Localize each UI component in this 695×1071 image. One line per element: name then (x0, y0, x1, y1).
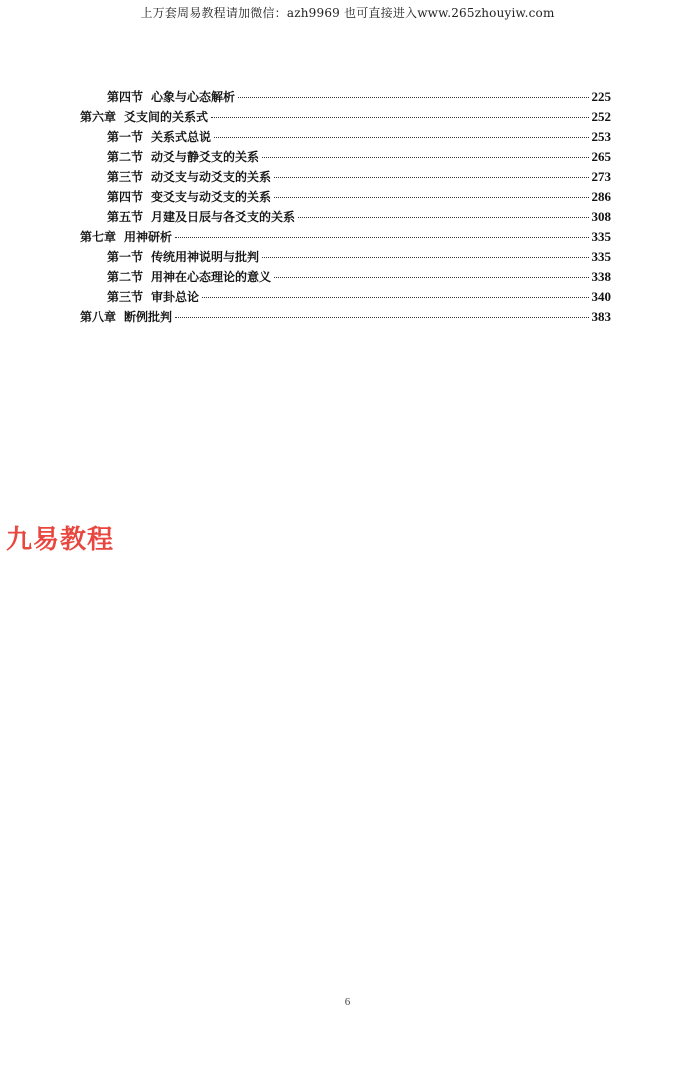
toc-entry[interactable] (80, 148, 611, 168)
toc-leader-dots (175, 317, 588, 318)
toc-entry-title: 爻支间的关系式 (124, 110, 209, 124)
toc-entry[interactable] (80, 228, 611, 248)
toc-entry-number: 第一节 (107, 250, 144, 264)
toc-entry-number: 第三节 (107, 170, 144, 184)
toc-entry-page: 335 (591, 229, 611, 244)
toc-entry-title: 动爻与静爻支的关系 (151, 150, 260, 164)
toc-entry[interactable] (80, 268, 611, 288)
toc-leader-dots (202, 297, 588, 298)
toc-entry-page: 225 (591, 89, 611, 104)
toc-entry-title: 传统用神说明与批判 (151, 250, 260, 264)
toc-entry-title: 用神研析 (124, 230, 173, 244)
toc-leader-dots (298, 217, 588, 218)
table-of-contents (80, 88, 611, 328)
toc-entry-number: 第五节 (107, 210, 144, 224)
toc-entry[interactable] (80, 88, 611, 108)
toc-entry[interactable] (80, 248, 611, 268)
toc-entry-page: 340 (591, 289, 611, 304)
toc-entry-title: 用神在心态理论的意义 (151, 270, 272, 284)
toc-leader-dots (274, 177, 588, 178)
toc-leader-dots (238, 97, 588, 98)
toc-entry[interactable] (80, 108, 611, 128)
toc-entry-page: 265 (591, 149, 611, 164)
toc-entry-number: 第三节 (107, 290, 144, 304)
header-promo-text: 上万套周易教程请加微信：azh9969 也可直接进入www.265zhouyiw.com (140, 6, 555, 20)
toc-entry[interactable] (80, 308, 611, 328)
toc-leader-dots (175, 237, 588, 238)
toc-entry-title: 审卦总论 (151, 290, 200, 304)
toc-entry-number: 第四节 (107, 90, 144, 104)
toc-entry-title: 动爻支与动爻支的关系 (151, 170, 272, 184)
toc-entry-number: 第六章 (80, 110, 117, 124)
toc-entry-number: 第四节 (107, 190, 144, 204)
toc-entry[interactable] (80, 128, 611, 148)
toc-entry[interactable] (80, 168, 611, 188)
toc-leader-dots (214, 137, 588, 138)
toc-entry-page: 338 (591, 269, 611, 284)
toc-entry-number: 第八章 (80, 310, 117, 324)
toc-entry-page: 252 (591, 109, 611, 124)
toc-entry-title: 心象与心态解析 (151, 90, 236, 104)
toc-entry-title: 关系式总说 (151, 130, 212, 144)
toc-entry-page: 253 (591, 129, 611, 144)
toc-entry-page: 335 (591, 249, 611, 264)
toc-leader-dots (211, 117, 588, 118)
toc-entry-title: 变爻支与动爻支的关系 (151, 190, 272, 204)
toc-leader-dots (262, 157, 588, 158)
toc-leader-dots (274, 277, 588, 278)
toc-leader-dots (274, 197, 588, 198)
toc-entry-number: 第二节 (107, 150, 144, 164)
toc-entry-number: 第一节 (107, 130, 144, 144)
toc-entry-page: 286 (591, 189, 611, 204)
toc-entry-page: 308 (591, 209, 611, 224)
toc-entry-number: 第七章 (80, 230, 117, 244)
toc-entry-page: 383 (591, 309, 611, 324)
toc-entry-page: 273 (591, 169, 611, 184)
watermark-logo: 九易教程 (6, 525, 115, 555)
toc-leader-dots (262, 257, 588, 258)
toc-entry-number: 第二节 (107, 270, 144, 284)
toc-entry[interactable] (80, 208, 611, 228)
toc-entry-title: 月建及日辰与各爻支的关系 (151, 210, 296, 224)
toc-entry[interactable] (80, 288, 611, 308)
toc-entry-title: 断例批判 (124, 310, 173, 324)
toc-entry[interactable] (80, 188, 611, 208)
page-number: 6 (344, 996, 351, 1008)
